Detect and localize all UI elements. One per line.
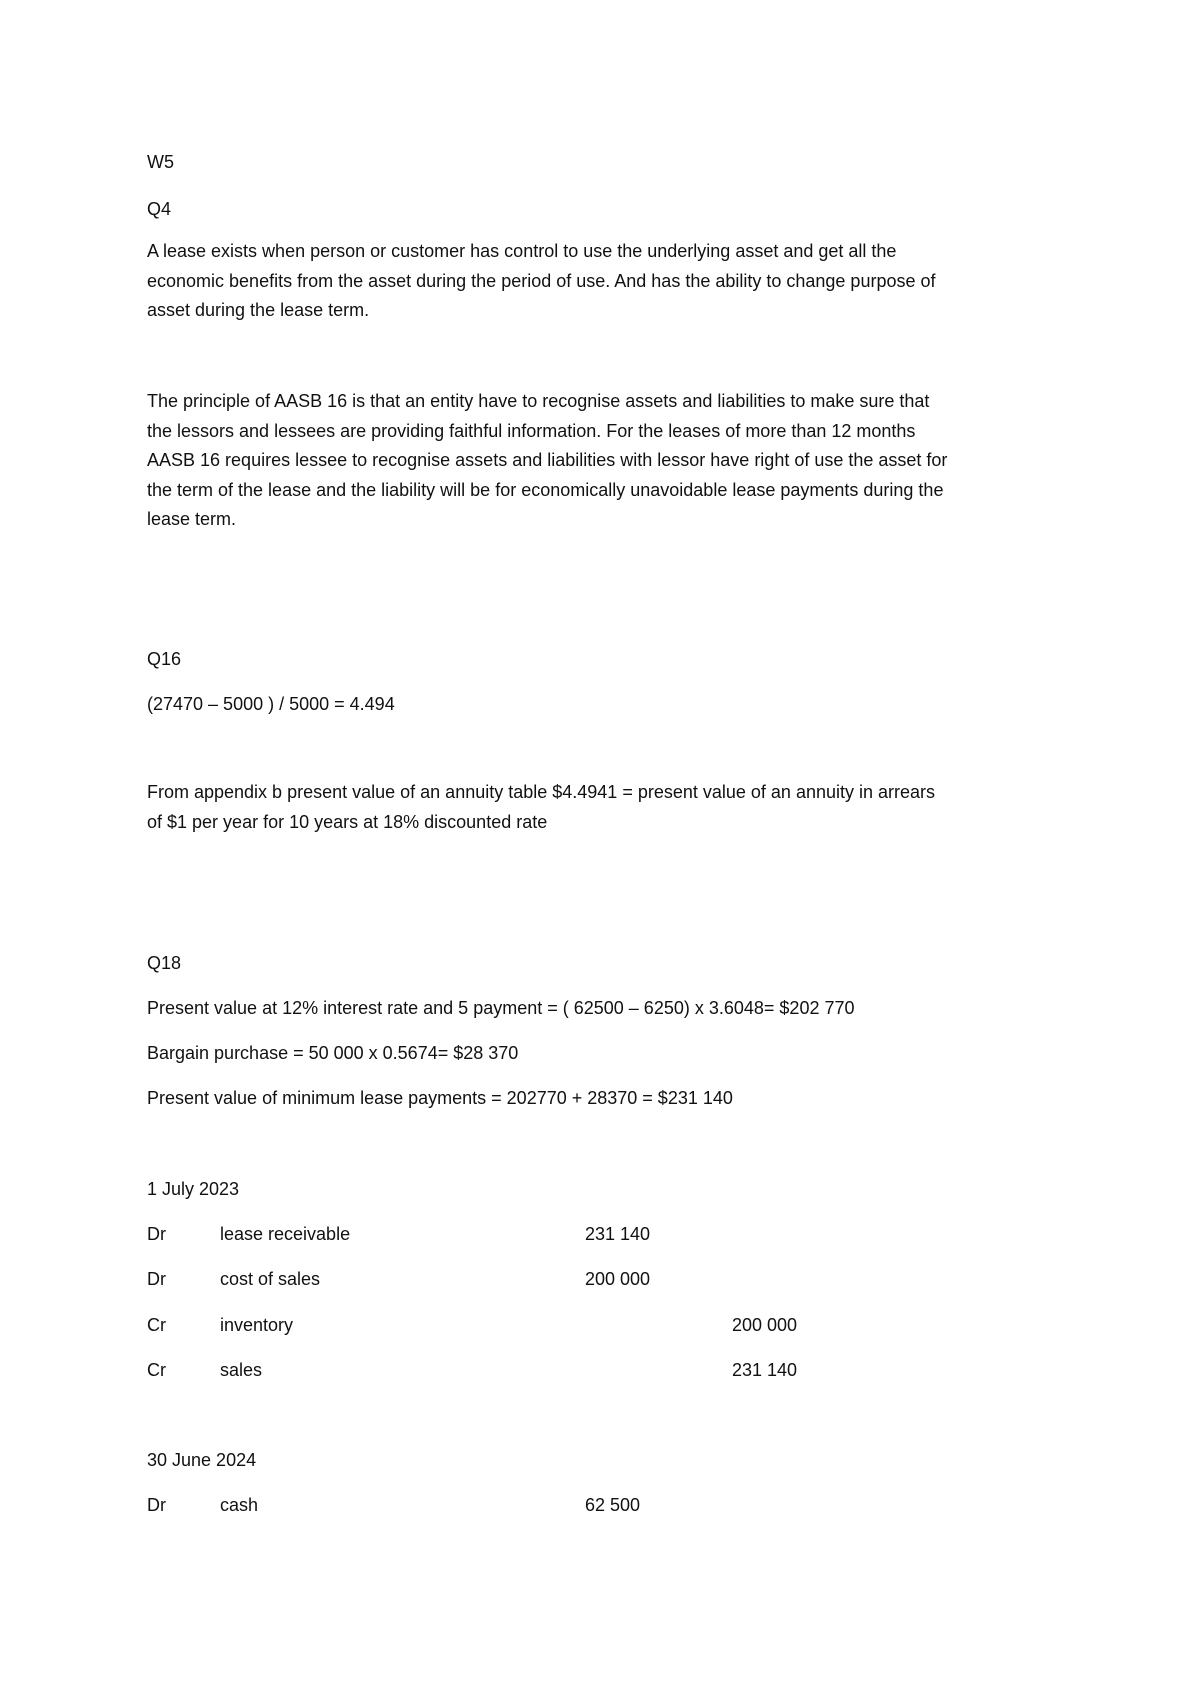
- entry-credit: 200 000: [732, 1315, 798, 1335]
- paragraph-line: of $1 per year for 10 years at 18% discounted rate: [147, 811, 548, 832]
- entry-account: cash: [220, 1495, 259, 1515]
- entry-debit: 200 000: [585, 1269, 651, 1289]
- entry-account: cost of sales: [220, 1269, 321, 1289]
- journal-entry-row: [147, 1492, 907, 1518]
- journal-entry-row: [147, 1312, 907, 1338]
- entry-side: Dr: [147, 1224, 166, 1244]
- entry-debit: 62 500: [585, 1495, 641, 1515]
- paragraph-line: AASB 16 requires lessee to recognise assets and liabilities with lessor have right of use the asset for: [147, 450, 948, 470]
- q16-label: Q16: [147, 649, 182, 669]
- q4-paragraph-1: [147, 237, 1077, 326]
- q4-label: Q4: [147, 199, 172, 219]
- paragraph-line: the term of the lease and the liability will be for economically unavoidable lease payments during the: [147, 479, 944, 500]
- journal-date-2: 30 June 2024: [147, 1450, 257, 1470]
- q16-calculation: (27470 – 5000 ) / 5000 = 4.494: [147, 694, 395, 714]
- q16-paragraph: [147, 778, 1077, 837]
- paragraph-line: asset during the lease term.: [147, 300, 370, 320]
- journal-date-1: 1 July 2023: [147, 1179, 240, 1199]
- journal-entry-row: [147, 1221, 907, 1247]
- paragraph-line: From appendix b present value of an annuity table $4.4941 = present value of an annuity in arrears: [147, 782, 936, 802]
- entry-side: Cr: [147, 1315, 166, 1335]
- paragraph-line: A lease exists when person or customer has control to use the underlying asset and get all the: [147, 241, 897, 261]
- paragraph-line: The principle of AASB 16 is that an entity have to recognise assets and liabilities to make sure that: [147, 391, 930, 411]
- q18-label: Q18: [147, 953, 182, 973]
- entry-side: Dr: [147, 1269, 166, 1289]
- entry-account: lease receivable: [220, 1224, 351, 1244]
- entry-credit: 231 140: [732, 1360, 798, 1380]
- journal-entry-row: [147, 1266, 907, 1292]
- entry-side: Dr: [147, 1495, 166, 1515]
- q18-line-1: Present value at 12% interest rate and 5 payment = ( 62500 – 6250) x 3.6048= $202 770: [147, 998, 855, 1018]
- journal-entry-row: [147, 1357, 907, 1383]
- entry-account: sales: [220, 1360, 263, 1380]
- q18-line-2: Bargain purchase = 50 000 x 0.5674= $28 370: [147, 1043, 519, 1063]
- paragraph-line: lease term.: [147, 509, 237, 529]
- paragraph-line: economic benefits from the asset during the period of use. And has the ability to change purpose of: [147, 270, 936, 291]
- q18-line-3: Present value of minimum lease payments = 202770 + 28370 = $231 140: [147, 1088, 733, 1108]
- entry-debit: 231 140: [585, 1224, 651, 1244]
- paragraph-line: the lessors and lessees are providing faithful information. For the leases of more than 12 months: [147, 420, 916, 441]
- week-label: W5: [147, 152, 174, 172]
- entry-account: inventory: [220, 1315, 294, 1335]
- q4-paragraph-2: [147, 387, 1077, 535]
- entry-side: Cr: [147, 1360, 166, 1380]
